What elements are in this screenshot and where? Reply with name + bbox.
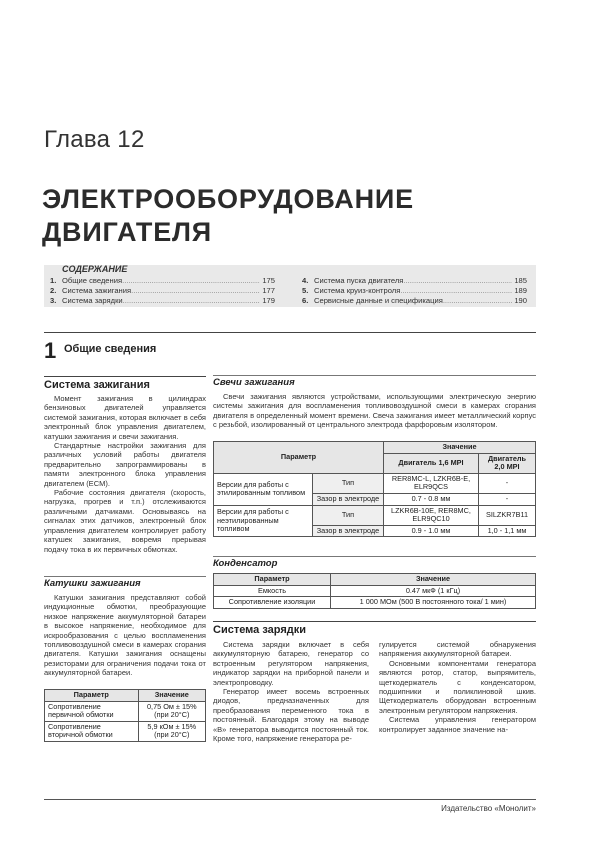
toc-leader: [123, 296, 261, 306]
heading-charging-system: Система зарядки: [213, 621, 536, 636]
column-header: Параметр: [214, 442, 384, 474]
chapter-label: Глава 12: [44, 126, 145, 153]
chapter-title-line-1: ЭЛЕКТРООБОРУДОВАНИЕ: [42, 184, 414, 214]
column-header: Значение: [384, 442, 536, 454]
table-cell: 5,9 кОм ± 15% (при 20°С): [138, 721, 205, 741]
column-header: Значение: [138, 690, 205, 702]
table-cell: 0.9 - 1.0 мм: [384, 525, 479, 537]
condenser-table: [213, 573, 536, 609]
column-header: Параметр: [214, 574, 331, 586]
toc-leader: [403, 276, 512, 286]
column-header: Двигатель 1,6 MPI: [384, 453, 479, 473]
toc-num: 4.: [302, 276, 309, 285]
toc-page: 177: [262, 286, 275, 295]
table-row: [214, 585, 536, 597]
table-header-row: [214, 442, 536, 454]
column-header: Двигатель 2,0 MPI: [479, 453, 536, 473]
toc-title: Система зажигания: [62, 286, 132, 295]
toc-page: 190: [514, 296, 527, 305]
table-cell: -: [479, 493, 536, 505]
toc-item[interactable]: [50, 276, 275, 286]
table-row: [214, 505, 536, 525]
table-cell: RER8MC-L, LZKR6B-E, ELR9QCS: [384, 473, 479, 493]
table-header-row: [45, 690, 206, 702]
plugs-text: [213, 392, 536, 430]
table-cell: SILZKR7B11: [479, 505, 536, 525]
column-header: Значение: [331, 574, 536, 586]
toc-num: 6.: [302, 296, 309, 305]
toc-item[interactable]: [302, 296, 527, 306]
toc-column-right: [302, 276, 527, 306]
table-row: [45, 721, 206, 741]
table-cell: Сопротивление изоляции: [214, 597, 331, 609]
toc-leader: [400, 286, 512, 296]
toc-item[interactable]: [302, 286, 527, 296]
footer-divider: [44, 799, 536, 800]
toc-item[interactable]: [50, 286, 275, 296]
coils-text: [44, 593, 206, 678]
publisher-credit: Издательство «Монолит»: [441, 804, 536, 813]
ignition-text: [44, 394, 206, 554]
toc-leader: [443, 296, 513, 306]
section-number: 1: [44, 338, 57, 363]
toc-num: 2.: [50, 286, 57, 295]
toc-num: 1.: [50, 276, 57, 285]
table-cell: Емкость: [214, 585, 331, 597]
chapter-title-line-2: ДВИГАТЕЛЯ: [42, 217, 212, 247]
toc-page: 185: [514, 276, 527, 285]
toc-title: Система пуска двигателя: [314, 276, 404, 285]
table-cell: 0.47 мкФ (1 кГц): [331, 585, 536, 597]
table-cell: Версии для работы с этилированным топливом: [214, 473, 313, 505]
table-cell: Сопротивление вторичной обмотки: [45, 721, 139, 741]
paragraph: Система зарядки включает в себя аккумуляторную батарею, генератор со встроенным регулятором напряжения, индикатор зарядки на приборной панели и электропроводку.: [213, 640, 369, 687]
toc-column-left: [50, 276, 275, 306]
heading-condenser: Конденсатор: [213, 556, 536, 569]
heading-spark-plugs: Свечи зажигания: [213, 375, 536, 388]
table-cell: Тип: [313, 505, 384, 525]
table-cell: 1,0 - 1,1 мм: [479, 525, 536, 537]
table-row: [214, 473, 536, 493]
toc-item[interactable]: [302, 276, 527, 286]
toc-item[interactable]: [50, 296, 275, 306]
paragraph: Стандартные настройки зажигания для различных условий работы двигателя предварительно запрограммированы в памяти электронного блока управления двигателем (ECM).: [44, 441, 206, 488]
table-cell: Сопротивление первичной обмотки: [45, 701, 139, 721]
heading-ignition-system: Система зажигания: [44, 376, 206, 391]
table-of-contents: [44, 265, 536, 307]
table-cell: Тип: [313, 473, 384, 493]
table-cell: LZKR6B-10E, RER8MC, ELR9QC10: [384, 505, 479, 525]
toc-title: Сервисные данные и спецификация: [314, 296, 443, 305]
paragraph: Свечи зажигания являются устройствами, использующими электрическую энергию системы зажигания для воспламенения топливовоздушной смеси в камерах сгорания двигателя в определенный момент времени. Свеча зажигания имеет металлический корпус с резьбой, изолированный от центрального электрода фарфоровым изолятором.: [213, 392, 536, 430]
toc-num: 5.: [302, 286, 309, 295]
toc-page: 175: [262, 276, 275, 285]
spark-plugs-table: [213, 441, 536, 537]
charging-text-col2: [379, 640, 536, 734]
table-cell: -: [479, 473, 536, 493]
heading-ignition-coils: Катушки зажигания: [44, 576, 206, 589]
section-title: Общие сведения: [64, 343, 157, 355]
paragraph: Генератор имеет восемь встроенных диодов, предназначенных для преобразования переменного тока в постоянный. Благодаря этому на выводе «В» генератора выводится постоянный ток. Кроме того, напряжение генератора ре-: [213, 687, 369, 744]
paragraph: Основными компонентами генератора являются ротор, статор, выпрямитель, щеткодержатель с конденсатором, подшипники и поликлиновой шкив. Щеткодержатель оборудован встроенным электронным регулятором напряжения.: [379, 658, 536, 715]
column-header: Параметр: [45, 690, 139, 702]
toc-page: 179: [262, 296, 275, 305]
paragraph: Система управления генератором контролирует заданное значение на-: [379, 715, 536, 734]
table-cell: Версии для работы с неэтилированным топливом: [214, 505, 313, 537]
table-cell: Зазор в электроде: [313, 525, 384, 537]
table-row: [45, 701, 206, 721]
table-header-row: [214, 574, 536, 586]
section-heading: [44, 332, 536, 363]
toc-page: 189: [514, 286, 527, 295]
toc-leader: [131, 286, 260, 296]
table-cell: Зазор в электроде: [313, 493, 384, 505]
paragraph: Катушки зажигания представляют собой индукционные обмотки, преобразующие низкое напряжение аккумуляторной батареи в высокое напряжение, необходимое для искрообразования с целью воспламенения топливовоздушной смеси в камерах сгорания двигателя. Катушки зажигания оснащены резисторами для ограничения подачи тока от аккумуляторной батареи.: [44, 593, 206, 678]
toc-label: СОДЕРЖАНИЕ: [62, 264, 128, 274]
chapter-title: [42, 183, 414, 249]
paragraph: Момент зажигания в цилиндрах бензиновых двигателей управляется системой зажигания, которая включает в себя электронный блок управления двигателем, катушки зажигания и свечи зажигания.: [44, 394, 206, 441]
paragraph: Рабочие состояния двигателя (скорость, нагрузка, прогрев и т.п.) отслеживаются различными датчиками. Основываясь на сигналах этих датчиков, электронный блок управления двигателем контролирует работу катушек зажигания, вовремя прерывая подачу тока в их первичных обмотках.: [44, 488, 206, 554]
table-cell: 0.7 - 0.8 мм: [384, 493, 479, 505]
toc-title: Система круиз-контроля: [314, 286, 401, 295]
charging-text-col1: [213, 640, 369, 743]
toc-title: Система зарядки: [62, 296, 123, 305]
table-cell: 1 000 МОм (500 В постоянного тока/ 1 мин): [331, 597, 536, 609]
toc-leader: [122, 276, 260, 286]
coils-table: [44, 689, 206, 742]
paragraph: гулируется системой обнаружения напряжения аккумуляторной батареи.: [379, 640, 536, 659]
table-cell: 0,75 Ом ± 15% (при 20°С): [138, 701, 205, 721]
toc-num: 3.: [50, 296, 57, 305]
table-row: [214, 597, 536, 609]
toc-title: Общие сведения: [62, 276, 123, 285]
